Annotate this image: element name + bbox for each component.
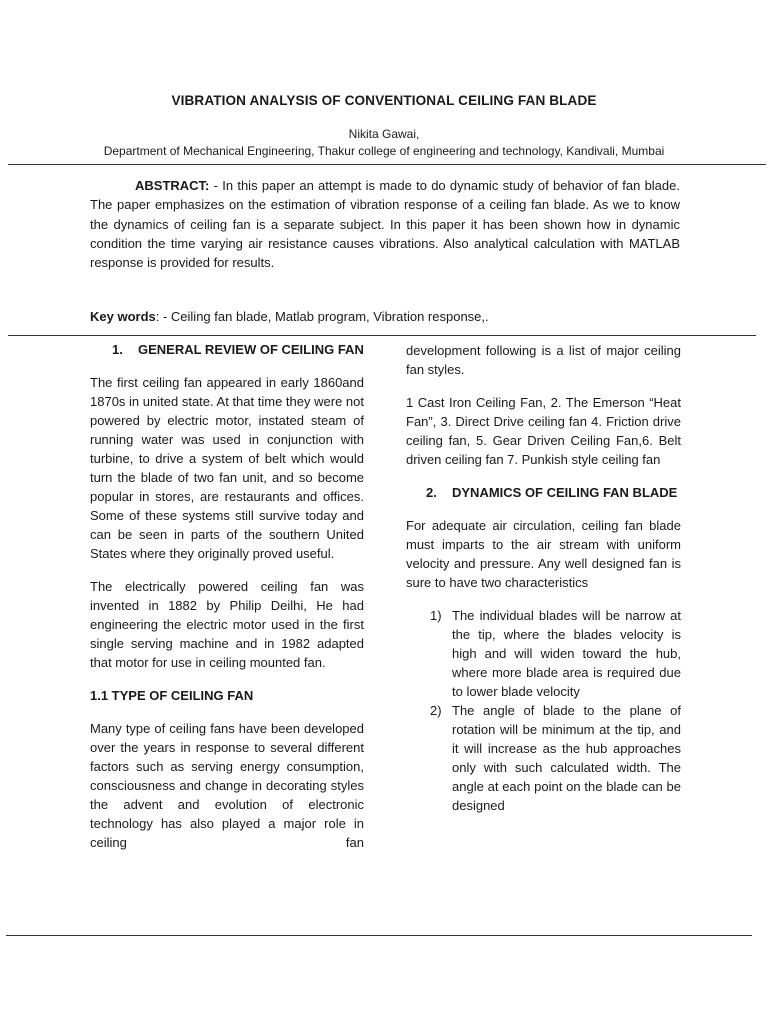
characteristics-list xyxy=(406,606,681,815)
list-item-number: 2) xyxy=(430,703,442,718)
left-column xyxy=(90,340,364,866)
keywords-divider xyxy=(8,335,756,336)
fan-styles-list: 1 Cast Iron Ceiling Fan, 2. The Emerson “Heat Fan”, 3. Direct Drive ceiling fan 4. Friction drive ceiling fan, 5. Gear Driven Ceiling Fan,6. Belt driven ceiling fan 7. Punkish style ceiling fan xyxy=(406,395,681,467)
section-1-paragraph-2: The electrically powered ceiling fan was invented in 1882 by Philip Deilhi, He had engineering the electric motor used in the first single serving machine and in 1982 adapted that motor for use in ceiling mounted fan. xyxy=(90,579,364,670)
list-item xyxy=(406,606,681,701)
subsection-1-1-paragraph: Many type of ceiling fans have been developed over the years in response to several different factors such as serving energy consumption, consciousness and change in decorating styles the advent and evolution of electronic technology has also played a major role in ceiling fan xyxy=(90,721,364,850)
top-divider xyxy=(8,164,766,165)
keywords xyxy=(90,309,690,324)
section-1-number: 1. xyxy=(112,342,123,357)
paper-title: VIBRATION ANALYSIS OF CONVENTIONAL CEILING FAN BLADE xyxy=(171,93,597,108)
section-2-heading xyxy=(426,483,681,502)
keywords-label: Key words xyxy=(90,309,156,324)
right-column xyxy=(406,341,681,815)
abstract xyxy=(90,176,680,272)
bottom-divider xyxy=(6,935,752,936)
keywords-text: : - Ceiling fan blade, Matlab program, Vibration response,. xyxy=(155,309,489,324)
section-1-title: GENERAL REVIEW OF CEILING FAN xyxy=(138,342,364,357)
author-affiliation: Department of Mechanical Engineering, Thakur college of engineering and technology, Kandivali, Mumbai xyxy=(103,144,665,158)
abstract-label: ABSTRACT: xyxy=(135,178,210,193)
author-name: Nikita Gawai, xyxy=(348,127,420,141)
list-item xyxy=(406,701,681,815)
list-item-number: 1) xyxy=(430,608,442,623)
section-2-paragraph: For adequate air circulation, ceiling fan blade must imparts to the air stream with uniform velocity and pressure. Any well designed fan is sure to have two characteristics xyxy=(406,518,681,590)
section-2-number: 2. xyxy=(426,485,437,500)
subsection-1-1-heading: 1.1 TYPE OF CEILING FAN xyxy=(90,688,254,703)
list-item-text: The individual blades will be narrow at the tip, where the blades velocity is high and will widen toward the hub, where more blade area is required due to lower blade velocity xyxy=(452,608,681,699)
abstract-text: - In this paper an attempt is made to do dynamic study of behavior of fan blade. The paper emphasizes on the estimation of vibration response of a ceiling fan blade. As we to know the dynamics of ceiling fan is a separate subject. In this paper it has been shown how in dynamic condition the time varying air resistance causes vibrations. Also analytical calculation with MATLAB response is provided for results. xyxy=(90,178,680,271)
list-item-text: The angle of blade to the plane of rotation will be minimum at the tip, and it will increase as the hub approaches only with such calculated width. The angle at each point on the blade can be designed xyxy=(452,703,681,813)
section-1-heading xyxy=(112,340,364,359)
right-paragraph-1: development following is a list of major ceiling fan styles. xyxy=(406,343,681,377)
section-1-paragraph-1: The first ceiling fan appeared in early 1860and 1870s in united state. At that time they were not powered by electric motor, instated steam of running water was used in conjunction with turbine, to drive a system of belt which would turn the blade of two fan unit, and so become popular in stores, are restaurants and offices. Some of these systems still survive today and can be seen in parts of the southern United States where they originally proved useful. xyxy=(90,375,364,561)
section-2-title: DYNAMICS OF CEILING FAN BLADE xyxy=(452,485,678,500)
